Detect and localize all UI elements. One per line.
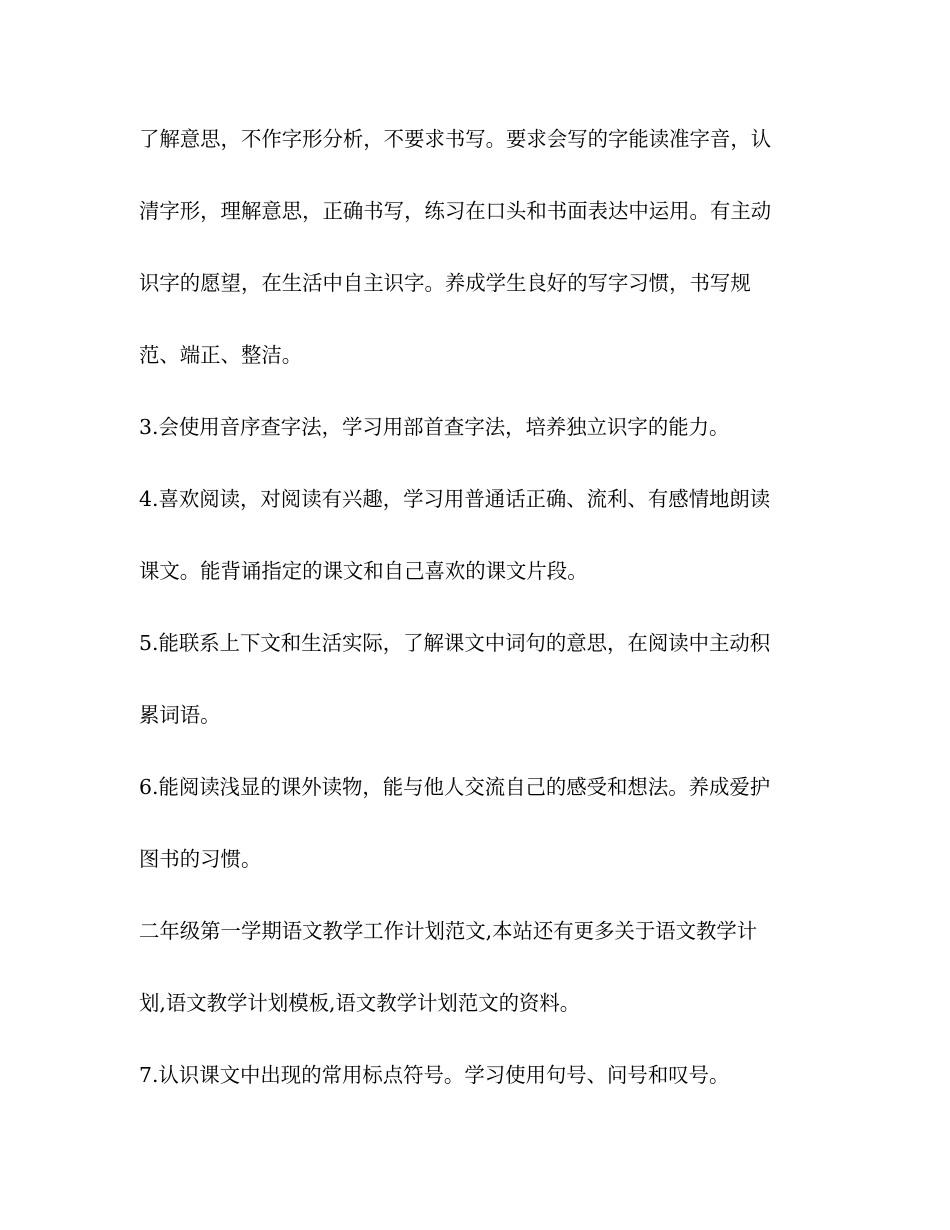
document-body	[139, 121, 829, 1129]
text-line: 识字的愿望，在生活中自主识字。养成学生良好的写字习惯，书写规	[139, 271, 751, 295]
list-item-7: 7.认识课文中出现的常用标点符号。学习使用句号、问号和叹号。	[139, 1063, 730, 1087]
text-line: 累词语。	[139, 703, 221, 727]
text-line: 了解意思，不作字形分析，不要求书写。要求会写的字能读准字音，认	[139, 127, 772, 151]
text-line: 范、端正、整洁。	[139, 343, 303, 367]
list-item-3: 3.会使用音序查字法，学习用部首查字法，培养独立识字的能力。	[139, 415, 730, 439]
text-line: 课文。能背诵指定的课文和自己喜欢的课文片段。	[139, 559, 588, 583]
site-note-line: 划,语文教学计划模板,语文教学计划范文的资料。	[139, 991, 581, 1015]
list-item-6: 6.能阅读浅显的课外读物，能与他人交流自己的感受和想法。养成爱护	[139, 775, 771, 799]
list-item-5: 5.能联系上下文和生活实际，了解课文中词句的意思，在阅读中主动积	[139, 631, 771, 655]
list-item-4: 4.喜欢阅读，对阅读有兴趣，学习用普通话正确、流利、有感情地朗读	[139, 487, 771, 511]
site-note-line: 二年级第一学期语文教学工作计划范文,本站还有更多关于语文教学计	[139, 919, 758, 943]
text-line: 清字形，理解意思，正确书写，练习在口头和书面表达中运用。有主动	[139, 199, 772, 223]
text-line: 图书的习惯。	[139, 847, 262, 871]
